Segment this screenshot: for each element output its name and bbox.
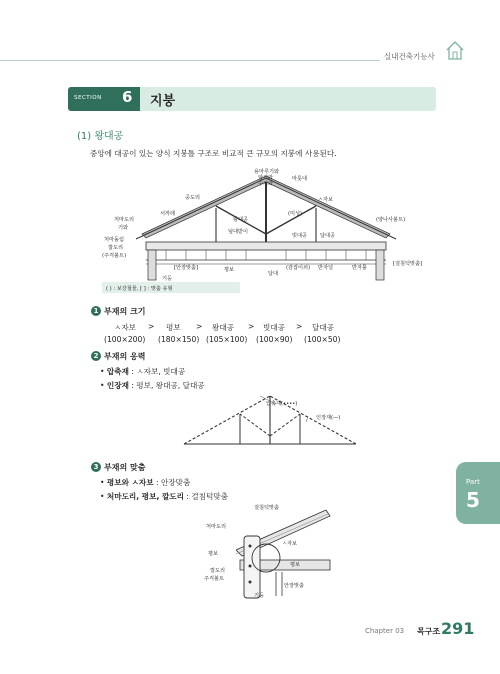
label-male-tile: 수키와	[258, 181, 274, 187]
page-number: 291	[441, 619, 475, 638]
detail-label-post: 기둥	[254, 593, 265, 599]
detail-label-saddle-joint: 안장맞춤	[284, 583, 305, 589]
part-label: Part	[466, 478, 480, 486]
item-badge-2: 2	[91, 351, 101, 361]
item-title-2: 부재의 응력	[104, 352, 146, 361]
detail-label-tie-beam-2: 평보	[290, 562, 301, 568]
item-title-1: 부재의 크기	[104, 307, 146, 316]
item-badge-1: 1	[91, 306, 101, 316]
member-2: 평보	[166, 323, 181, 332]
label-ridge: 마룻대	[292, 176, 308, 182]
member-5: 달대공	[312, 323, 335, 332]
member-gt-1: >	[148, 322, 155, 331]
label-ceiling-board: 반자널	[318, 265, 334, 271]
size-1: (100×200)	[104, 335, 146, 344]
detail-label-anchor-bolt: 주걱볼트	[204, 576, 225, 582]
item-title-3: 부재의 맞춤	[104, 463, 146, 472]
detail-label-tie-beam: 평보	[208, 551, 219, 557]
bullet-text: : 걸침턱맞춤	[183, 492, 229, 501]
bullet-tension: • 인장재 : 평보, 왕대공, 달대공	[100, 381, 205, 390]
section-label: SECTION	[74, 95, 102, 101]
house-icon	[446, 40, 464, 60]
bullet-text: : 평보, 왕대공, 달대공	[128, 381, 205, 390]
bullet-term: 압축재	[106, 367, 129, 376]
label-king-post: 왕대공	[233, 217, 249, 223]
label-ridge-tile: 용마루기와	[254, 169, 280, 175]
detail-label-wall-plate: 깔도리	[210, 568, 226, 574]
subsection-title: (1) 왕대공	[77, 131, 124, 142]
label-post: 기둥	[162, 276, 173, 282]
label-hanger: 달대	[268, 271, 279, 277]
size-5: (100×50)	[304, 335, 341, 344]
size-2: (180×150)	[158, 335, 200, 344]
header-rule	[0, 60, 380, 61]
member-4: 빗대공	[263, 323, 286, 332]
label-female-tile: 암키와	[258, 175, 274, 181]
label-strut: (미성)	[288, 211, 303, 217]
footer-chapter-name: 목구조	[417, 627, 441, 636]
member-3: 왕대공	[212, 323, 235, 332]
label-saddle-joint: [안장맞춤]	[174, 265, 199, 271]
member-gt-2: >	[196, 322, 203, 331]
label-purlin: 중도리	[185, 195, 201, 201]
member-gt-4: >	[296, 322, 303, 331]
label-truss-brace: 빗대공	[292, 233, 308, 239]
label-clamp: (감잡이쇠)	[286, 265, 311, 271]
bullet-term: 평보와 ㅅ자보	[106, 478, 154, 487]
label-sheathing: 덮대받이	[228, 229, 249, 235]
label-ridge-bolt: (양나사볼트)	[376, 217, 406, 223]
bullet-text: : ㅅ자보, 빗대공	[128, 367, 186, 376]
item-badge-3: 3	[91, 462, 101, 472]
book-title: 실내건축기능사	[384, 52, 435, 61]
footer-chapter: Chapter 03	[365, 627, 405, 635]
part-number: 5	[466, 488, 480, 512]
bullet-term: 인장재	[106, 381, 129, 390]
bullet-cogged-joint: • 처마도리, 평보, 깔도리 : 걸침턱맞춤	[100, 492, 229, 501]
bullet-text: : 안장맞춤	[153, 478, 191, 487]
detail-label-eaves-purlin: 처마도리	[206, 524, 227, 530]
detail-label-cogged-joint: 걸침턱맞춤	[254, 505, 280, 511]
label-ceiling-frame: 반자틀	[352, 265, 368, 271]
label-eaves-purlin: 처마도리	[114, 217, 135, 223]
legend-text: ( ) : 보강철물, [ ] : 맞춤 유형	[106, 286, 173, 292]
bullet-saddle-joint: • 평보와 ㅅ자보 : 안장맞춤	[100, 478, 191, 487]
intro-text: 중앙에 대공이 있는 양식 지붕틀 구조로 비교적 큰 규모의 지붕에 사용된다.	[90, 149, 337, 158]
section-title: 지붕	[150, 94, 176, 109]
size-3: (105×100)	[206, 335, 248, 344]
label-eaves-sill: 처마돌림	[104, 237, 125, 243]
member-gt-3: >	[248, 322, 255, 331]
bullet-term: 처마도리, 평보, 깔도리	[106, 492, 184, 501]
label-compression: 압축재(••••)	[266, 401, 298, 407]
label-cogged-joint: [걸침턱맞춤]	[393, 261, 423, 267]
member-1: ㅅ자보	[114, 323, 137, 332]
label-roof-tile: 기와	[118, 225, 129, 231]
label-hanger-post: 달대공	[320, 233, 336, 239]
label-tie-beam: 평보	[224, 267, 235, 273]
label-wall-plate: 깔도리	[108, 245, 124, 251]
size-4: (100×90)	[256, 335, 293, 344]
label-tension: 인장재(—)	[316, 415, 341, 421]
bullet-compression: • 압축재 : ㅅ자보, 빗대공	[100, 367, 186, 376]
label-anchor-bolt: (주걱볼트)	[102, 253, 127, 259]
detail-label-principal-rafter: ㅅ자보	[282, 541, 298, 547]
label-principal-rafter: ㅅ자보	[318, 197, 334, 203]
label-rafter: 서까래	[160, 211, 176, 217]
section-number: 6	[122, 88, 133, 106]
